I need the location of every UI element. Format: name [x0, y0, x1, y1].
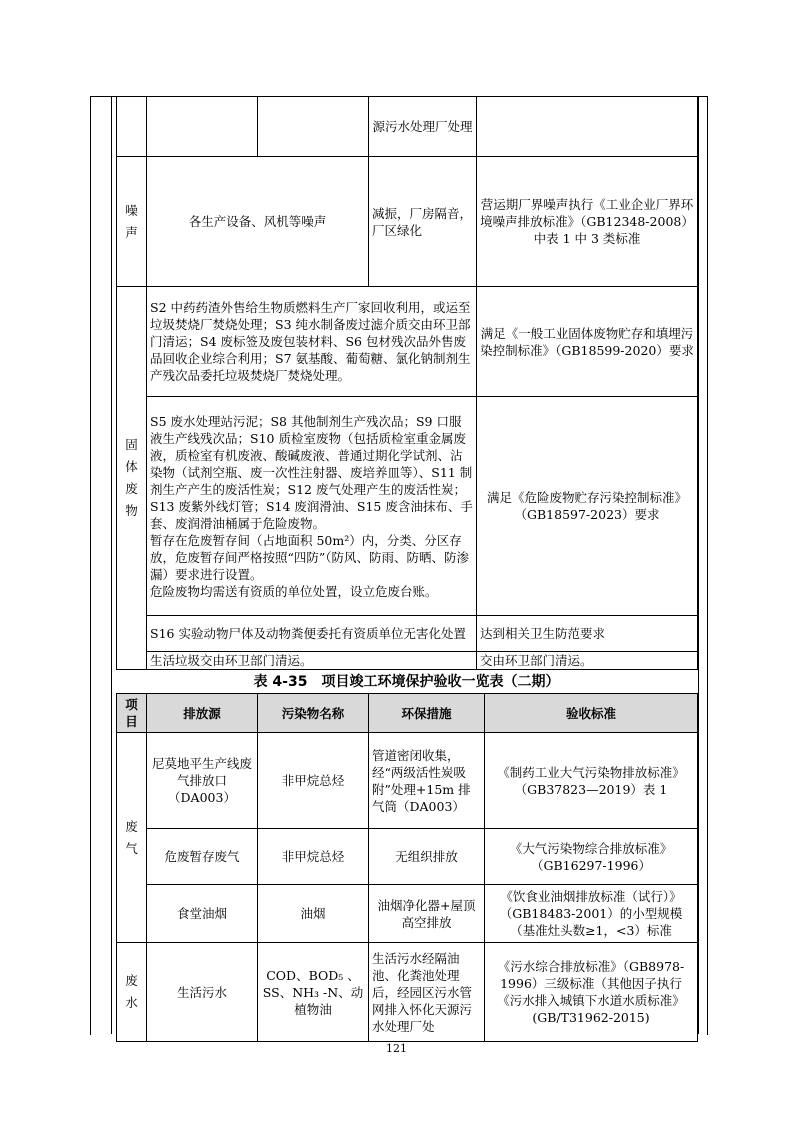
table-row [117, 652, 698, 670]
category-cell: 噪声 [117, 157, 147, 287]
standard-cell: 达到相关卫生防范要求 [477, 616, 698, 652]
header-cell: 项目 [117, 694, 147, 733]
pollutant-cell: 非甲烷总烃 [258, 829, 369, 885]
table-row [117, 733, 698, 829]
empty-cell [258, 97, 369, 157]
measure-cell: 减振，厂房隔音，厂区绿化 [369, 157, 477, 287]
content-cell: S2 中药药渣外售给生物质燃料生产厂家回收利用，或运至垃圾焚烧厂焚烧处理；S3 纯水制备废过滤介质交由环卫部门清运；S4 废标签及废包装材料、S6 包材残次品外售废品回收企业综合利用；S7 氨基酸、葡萄糖、氯化钠制剂生产残次品委托垃圾焚烧厂焚烧处理。 [147, 287, 477, 397]
header-cell: 污染物名称 [258, 694, 369, 733]
empty-cell [147, 97, 258, 157]
table-row [117, 616, 698, 652]
pollutant-cell: 油烟 [258, 885, 369, 943]
measure-cell: 油烟净化器+屋顶高空排放 [369, 885, 485, 943]
source-cell: 尼莫地平生产线废气排放口（DA003） [147, 733, 258, 829]
standard-cell: 满足《一般工业固体废物贮存和填埋污染控制标准》（GB18599-2020）要求 [477, 287, 698, 397]
table-row [117, 943, 698, 1042]
header-cell: 排放源 [147, 694, 258, 733]
table-row [117, 829, 698, 885]
table-row [117, 397, 698, 616]
header-cell: 环保措施 [369, 694, 485, 733]
category-cell: 固体废物 [117, 287, 147, 670]
table-row [117, 885, 698, 943]
acceptance-table-phase2 [116, 693, 698, 1042]
content-cell: 生活垃圾交由环卫部门清运。 [147, 652, 477, 670]
page-number: 121 [386, 1042, 407, 1055]
standard-cell: 满足《危险废物贮存污染控制标准》（GB18597-2023）要求 [477, 397, 698, 616]
measure-cell: 源污水处理厂处理 [369, 97, 477, 157]
table-row [117, 157, 698, 287]
measure-cell: 生活污水经隔油池、化粪池处理后，经园区污水管网排入怀化天源污水处理厂处 [369, 943, 485, 1042]
standard-cell: 营运期厂界噪声执行《工业企业厂界环境噪声排放标准》（GB12348-2008）中表 1 中 3 类标准 [477, 157, 698, 287]
category-cell: 废气 [117, 733, 147, 943]
table-header-row [117, 694, 698, 733]
standard-cell: 《饮食业油烟排放标准（试行）》（GB18483-2001）的小型规模（基准灶头数≥1，<3）标准 [485, 885, 698, 943]
pollutant-cell: 非甲烷总烃 [258, 733, 369, 829]
category-cell: 废水 [117, 943, 147, 1042]
table-caption: 表 4-35 项目竣工环境保护验收一览表（二期） [253, 674, 560, 690]
content-cell: S5 废水处理站污泥；S8 其他制剂生产残次品；S9 口服液生产线残次品；S10 质检室废物（包括质检室重金属废液，质检室有机废液、酸碱废液、普通过期化学试剂、沾染物（试剂空瓶、废一次性注射器、废培养皿等）、S11 制剂生产产生的废活性炭；S12 废气处理产生的废活性炭；S13 废紫外线灯管；S14 废润滑油、S15 废含油抹布、手套、废润滑油桶属于危险废物。 暂存在危废暂存间（占地面积 50m²）内，分类、分区存放，危废暂存间严格按照“四防”（防风、防雨、防晒、防渗漏）要求进行设置。 危险废物均需送有资质的单位处置，设立危废台账。 [147, 397, 477, 616]
table-row [117, 97, 698, 157]
standard-cell: 交由环卫部门清运。 [477, 652, 698, 670]
source-cell: 生活污水 [147, 943, 258, 1042]
empty-cell [117, 97, 147, 157]
measure-cell: 无组织排放 [369, 829, 485, 885]
source-cell: 各生产设备、风机等噪声 [147, 157, 369, 287]
table-row [117, 287, 698, 397]
measure-cell: 管道密闭收集，经“两级活性炭吸附”处理+15m 排气筒（DA003） [369, 733, 485, 829]
standard-cell: 《大气污染物综合排放标准》（GB16297-1996） [485, 829, 698, 885]
standard-cell: 《制药工业大气污染物排放标准》（GB37823—2019）表 1 [485, 733, 698, 829]
source-cell: 食堂油烟 [147, 885, 258, 943]
acceptance-table-phase1-continued [116, 96, 698, 670]
pollutant-cell: COD、BOD₅ 、SS、NH₃ -N、动植物油 [258, 943, 369, 1042]
content-cell: S16 实验动物尸体及动物粪便委托有资质单位无害化处置 [147, 616, 477, 652]
header-cell: 验收标准 [485, 694, 698, 733]
source-cell: 危废暂存废气 [147, 829, 258, 885]
empty-cell [477, 97, 698, 157]
standard-cell: 《污水综合排放标准》（GB8978-1996）三级标准（其他因子执行《污水排入城镇下水道水质标准》(GB/T31962-2015) [485, 943, 698, 1042]
